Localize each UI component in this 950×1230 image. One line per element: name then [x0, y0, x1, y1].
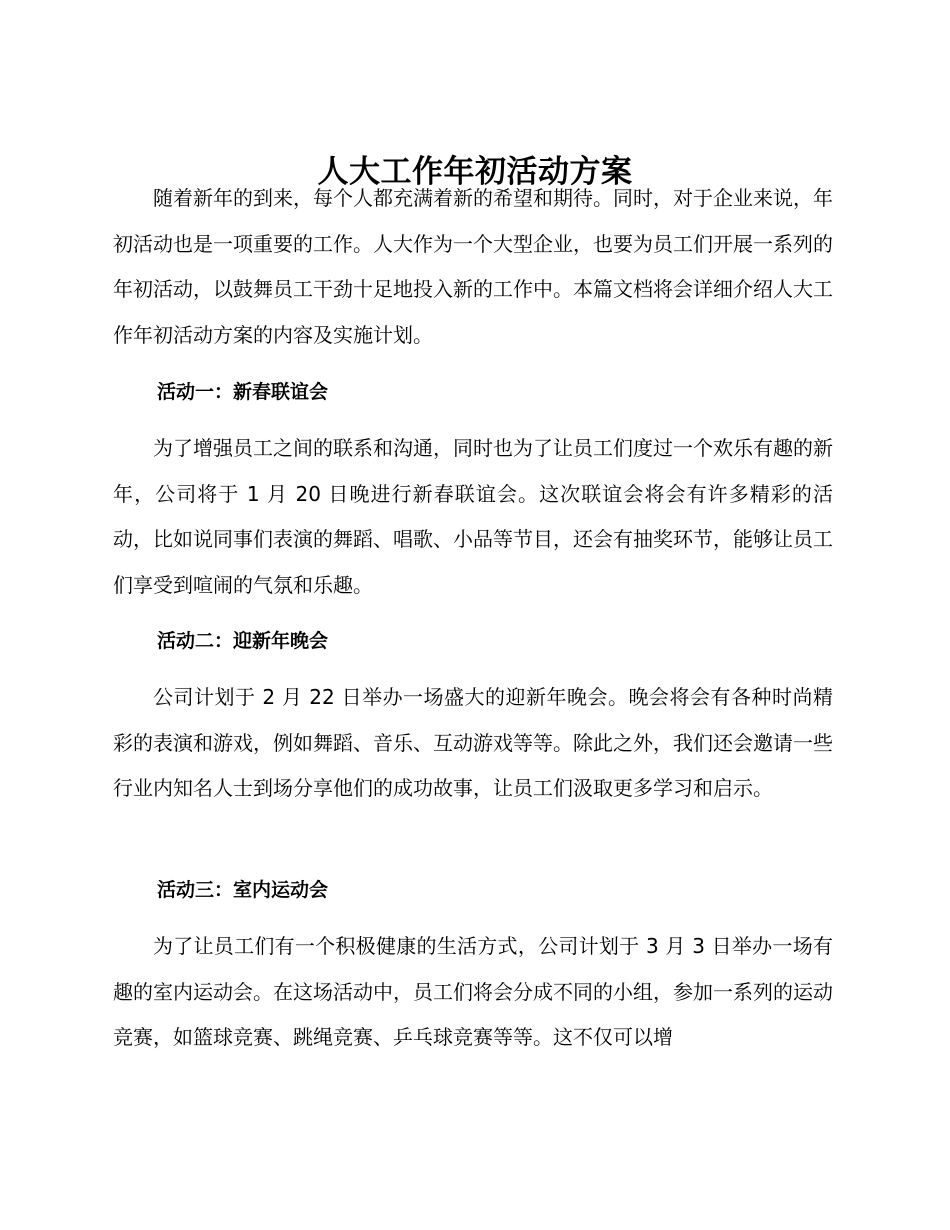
- section-heading-1: 活动一：新春联谊会: [157, 381, 329, 403]
- section-body-3: 为了让员工们有一个积极健康的生活方式，公司计划于 3 月 3 日举办一场有趣的室内运动会。在这场活动中，员工们将会分成不同的小组，参加一系列的运动竞赛，如篮球竞赛、跳绳竞赛、乒乓球竞赛等等。这不仅可以增: [113, 934, 833, 1049]
- section-body-1: 为了增强员工之间的联系和沟通，同时也为了让员工们度过一个欢乐有趣的新年，公司将于 1 月 20 日晚进行新春联谊会。这次联谊会将会有许多精彩的活动，比如说同事们表演的舞蹈、唱歌、小品等节目，还会有抽奖环节，能够让员工们享受到喧闹的气氛和乐趣。: [113, 436, 833, 597]
- section-heading-2: 活动二：迎新年晚会: [157, 630, 329, 652]
- section-heading-3: 活动三：室内运动会: [157, 879, 329, 901]
- intro-paragraph: 随着新年的到来，每个人都充满着新的希望和期待。同时，对于企业来说，年初活动也是一项重要的工作。人大作为一个大型企业，也要为员工们开展一系列的年初活动，以鼓舞员工干劲十足地投入新的工作中。本篇文档将会详细介绍人大工作年初活动方案的内容及实施计划。: [113, 186, 833, 347]
- document-title: 人大工作年初活动方案: [317, 153, 633, 190]
- section-body-2: 公司计划于 2 月 22 日举办一场盛大的迎新年晚会。晚会将会有各种时尚精彩的表演和游戏，例如舞蹈、音乐、互动游戏等等。除此之外，我们还会邀请一些行业内知名人士到场分享他们的成功故事，让员工们汲取更多学习和启示。: [113, 685, 833, 800]
